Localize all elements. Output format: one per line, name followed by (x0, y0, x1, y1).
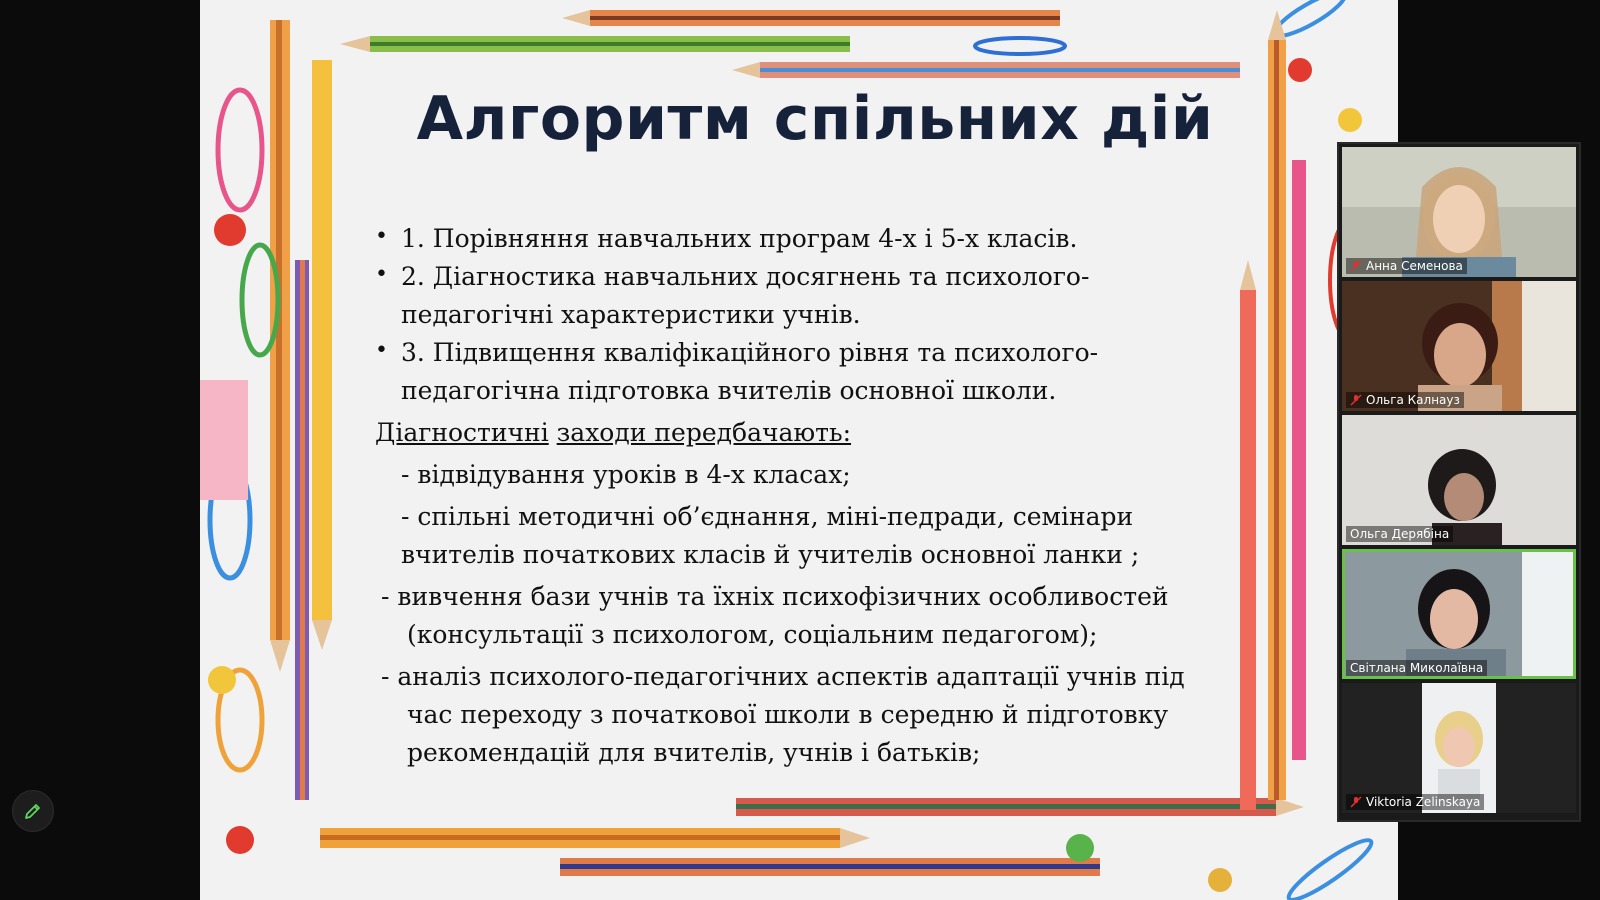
participant-name: Анна Семенова (1366, 259, 1463, 273)
participant-label (1346, 258, 1467, 274)
bullet-marker: • (375, 338, 388, 363)
slide-content (375, 60, 1255, 840)
video-tile[interactable] (1342, 281, 1576, 411)
list-line: - аналіз психолого-педагогічних аспектів адаптації учнів під (381, 662, 1185, 691)
list-line: час переходу з початкової школи в середню й підготовку (407, 700, 1169, 729)
bullet-line: 1. Порівняння навчальних програм 4-х і 5-х класів. (401, 224, 1078, 253)
slide-body (375, 220, 1255, 772)
subheading-word: Діагностичні (375, 418, 549, 447)
bullet-line: педагогічні характеристики учнів. (401, 300, 861, 329)
video-tile-active[interactable] (1342, 549, 1576, 679)
participant-name: Світлана Миколаївна (1350, 661, 1484, 675)
list-line: вчителів початкових класів й учителів основної ланки ; (401, 540, 1140, 569)
list-line: - спільні методичні об’єднання, міні-педради, семінари (401, 502, 1134, 531)
video-tile[interactable] (1342, 415, 1576, 545)
list-line: рекомендацій для вчителів, учнів і батьків; (407, 738, 981, 767)
list-item (375, 578, 1255, 654)
participant-name: Viktoria Zelinskaya (1366, 795, 1481, 809)
muted-mic-icon (1350, 796, 1362, 808)
participant-label (1346, 660, 1487, 676)
subheading (375, 414, 1255, 452)
participants-panel (1337, 142, 1581, 822)
video-tile[interactable] (1342, 683, 1576, 813)
bullet-text (401, 220, 1255, 258)
annotate-button[interactable] (12, 790, 54, 832)
bullet-marker: • (375, 262, 388, 287)
bullet-item (375, 258, 1255, 334)
participant-label (1346, 526, 1453, 542)
list-item (375, 456, 1255, 494)
muted-mic-icon (1350, 260, 1362, 272)
bullet-text (401, 258, 1255, 334)
participant-name: Ольга Дерябіна (1350, 527, 1450, 541)
bullet-item (375, 220, 1255, 258)
bullet-line: педагогічна підготовка вчителів основної школи. (401, 376, 1057, 405)
list-line: - відвідування уроків в 4-х класах; (401, 460, 851, 489)
muted-mic-icon (1350, 394, 1362, 406)
slide-title: Алгоритм спільних дій (416, 84, 1214, 154)
video-tile[interactable] (1342, 147, 1576, 277)
participant-label (1346, 794, 1484, 810)
bullet-marker: • (375, 224, 388, 249)
subheading-rest: заходи передбачають: (556, 418, 852, 447)
list-line: - вивчення бази учнів та їхніх психофізичних особливостей (381, 582, 1169, 611)
list-item (375, 498, 1255, 574)
bullet-line: 3. Підвищення кваліфікаційного рівня та психолого- (401, 338, 1099, 367)
participant-label (1346, 392, 1464, 408)
bullet-text (401, 334, 1255, 410)
participant-name: Ольга Калнауз (1366, 393, 1460, 407)
list-line: (консультації з психологом, соціальним педагогом); (407, 620, 1098, 649)
bullet-item (375, 334, 1255, 410)
pencil-icon (23, 801, 43, 821)
bullet-line: 2. Діагностика навчальних досягнень та психолого- (401, 262, 1090, 291)
list-item (375, 658, 1255, 772)
shared-slide (200, 0, 1398, 900)
